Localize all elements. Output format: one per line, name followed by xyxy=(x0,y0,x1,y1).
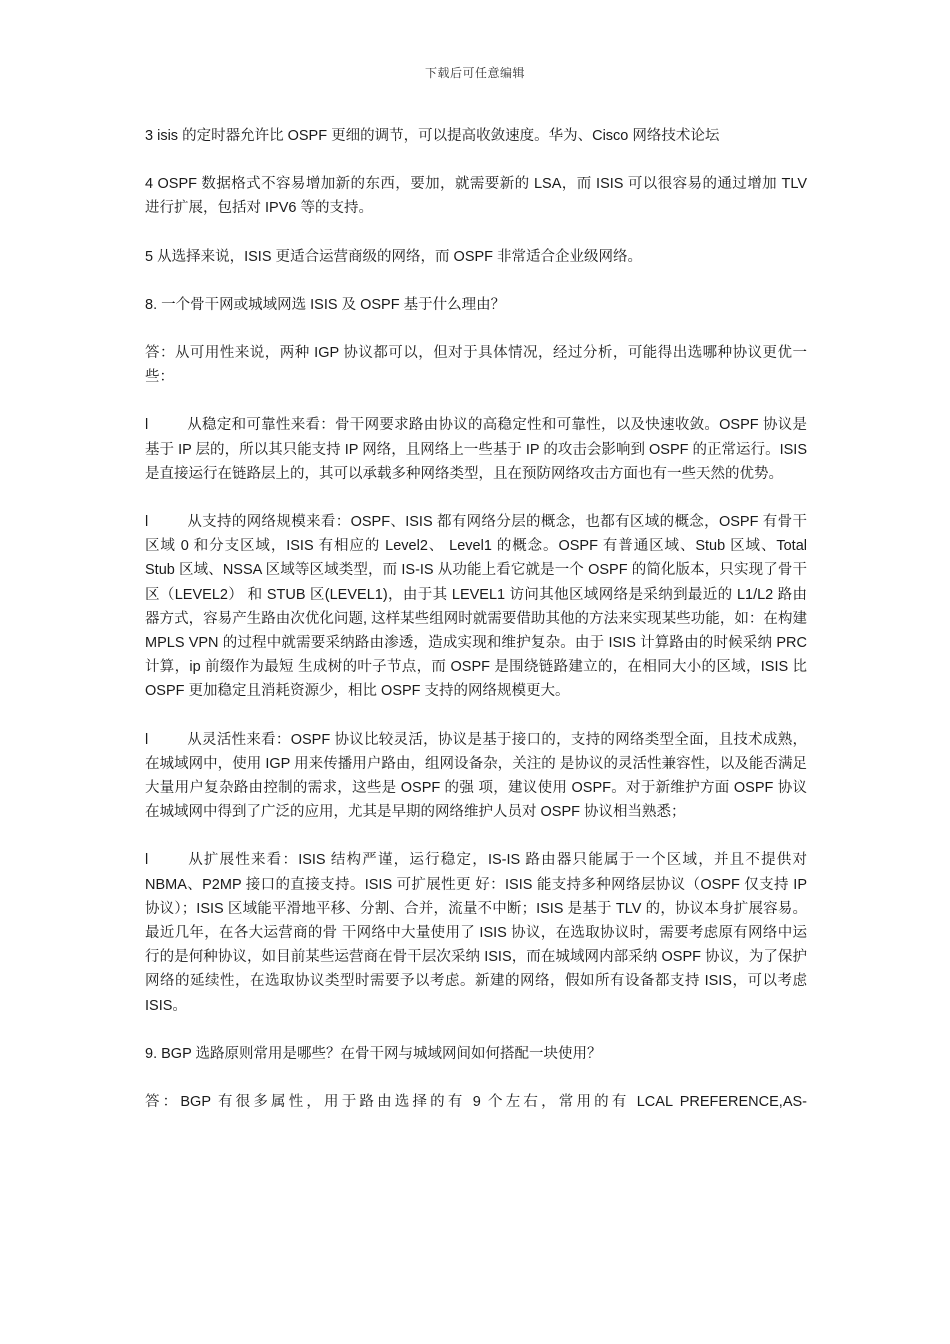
paragraph-text: 5 从选择来说，ISIS 更适合运营商级的网络，而 OSPF 非常适合企业级网络。 xyxy=(145,248,643,265)
paragraph-text: 3 isis 的定时器允许比 OSPF 更细的调节，可以提高收敛速度。华为、Cisco 网络技术论坛 xyxy=(145,128,720,144)
page-header: 下载后可任意编辑 xyxy=(424,66,525,80)
bullet-paragraph xyxy=(145,510,807,704)
bullet-marker: l xyxy=(145,731,149,748)
bullet-marker: l xyxy=(145,417,149,434)
paragraph-text: 从灵活性来看：OSPF 协议比较灵活，协议是基于接口的，支持的网络类型全面，且技术成熟，在城域网中，使用 IGP 用来传播用户路由，组网设备杂，关注的 是协议的灵活性兼容性，以及能否满足大量用户复杂路由控制的需求，这些是 OSPF 的强 项，建议使用 OSPF。对于新维护方面 OSPF 协议在城域网中得到了广泛的应用，尤其是早期的网络维护人员对 OSPF 协议相当熟悉； xyxy=(145,731,807,821)
bullet-marker: l xyxy=(145,514,149,531)
paragraph-text: 答：BGP 有很多属性，用于路由选择的有 9 个左右，常用的有 LCAL PREFERENCE,AS- xyxy=(145,1094,807,1111)
paragraph-text: 8. 一个骨干网或城域网选 ISIS 及 OSPF 基于什么理由？ xyxy=(145,296,506,313)
paragraph-text: 4 OSPF 数据格式不容易增加新的东西，要加，就需要新的 LSA，而 ISIS 可以很容易的通过增加 TLV 进行扩展，包括对 IPV6 等的支持。 xyxy=(145,176,807,217)
document-body xyxy=(145,124,807,1138)
answer-paragraph xyxy=(145,1090,807,1114)
section-question xyxy=(145,1042,807,1066)
paragraph-text: 从扩展性来看：ISIS 结构严谨，运行稳定，IS-IS 路由器只能属于一个区域，并且不提供对 NBMA、P2MP 接口的直接支持。ISIS 可扩展性更 好：ISIS 能支持多种网络层协议（OSPF 仅支持 IP 协议）；ISIS 区域能平滑地平移、分割、合并，流量不中断；ISIS 是基于 TLV 的，协议本身扩展容易。最近几年，在各大运营商的骨 干网络中大量使用了 ISIS 协议，在选取协议时，需要考虑原有网络中运行的是何种协议，如目前某些运营商在骨干层次采纳 ISIS，而在城域网内部采纳 OSPF 协议，为了保护网络的延续性，在选取协议类型时需要予以考虑。新建的网络，假如所有设备都支持 ISIS，可以考虑 ISIS。 xyxy=(145,852,807,1014)
paragraph-text: 从支持的网络规模来看：OSPF、ISIS 都有网络分层的概念，也都有区域的概念，OSPF 有骨干区域 0 和分支区域，ISIS 有相应的 Level2、 Level1 的概念。OSPF 有普通区域、Stub 区域、Total Stub 区域、NSSA 区域等区域类型，而 IS-IS 从功能上看它就是一个 OSPF 的简化版本，只实现了骨干区（LEVEL2） 和 STUB 区(LEVEL1)，由于其 LEVEL1 访问其他区域网络是采纳到最近的 L1/L2 路由器方式，容易产生路由次优化问题, 这样某些组网时就需要借助其他的方法来实现某些功能，如：在构建 MPLS VPN 的过程中就需要采纳路由渗透，造成实现和维护复杂。由于 ISIS 计算路由的时候采纳 PRC 计算，ip 前缀作为最短 生成树的叶子节点，而 OSPF 是围绕链路建立的，在相同大小的区域，ISIS 比 OSPF 更加稳定且消耗资源少，相比 OSPF 支持的网络规模更大。 xyxy=(145,514,807,700)
bullet-paragraph xyxy=(145,413,807,486)
paragraph-text: 从稳定和可靠性来看：骨干网要求路由协议的高稳定性和可靠性，以及快速收敛。OSPF 协议是基于 IP 层的，所以其只能支持 IP 网络，且网络上一些基于 IP 的攻击会影响到 OSPF 的正常运行。ISIS 是直接运行在链路层上的，其可以承载多种网络类型，且在预防网络攻击方面也有一些天然的优势。 xyxy=(145,417,807,482)
bullet-paragraph xyxy=(145,728,807,825)
paragraph xyxy=(145,245,807,269)
bullet-paragraph xyxy=(145,848,807,1017)
paragraph xyxy=(145,172,807,220)
paragraph xyxy=(145,124,807,148)
section-question xyxy=(145,293,807,317)
answer-paragraph xyxy=(145,341,807,389)
paragraph-text: 9. BGP 选路原则常用是哪些？在骨干网与城域网间如何搭配一块使用？ xyxy=(145,1045,602,1062)
paragraph-text: 答：从可用性来说，两种 IGP 协议都可以，但对于具体情况，经过分析，可能得出选哪种协议更优一些： xyxy=(145,345,807,386)
bullet-marker: l xyxy=(145,852,149,869)
